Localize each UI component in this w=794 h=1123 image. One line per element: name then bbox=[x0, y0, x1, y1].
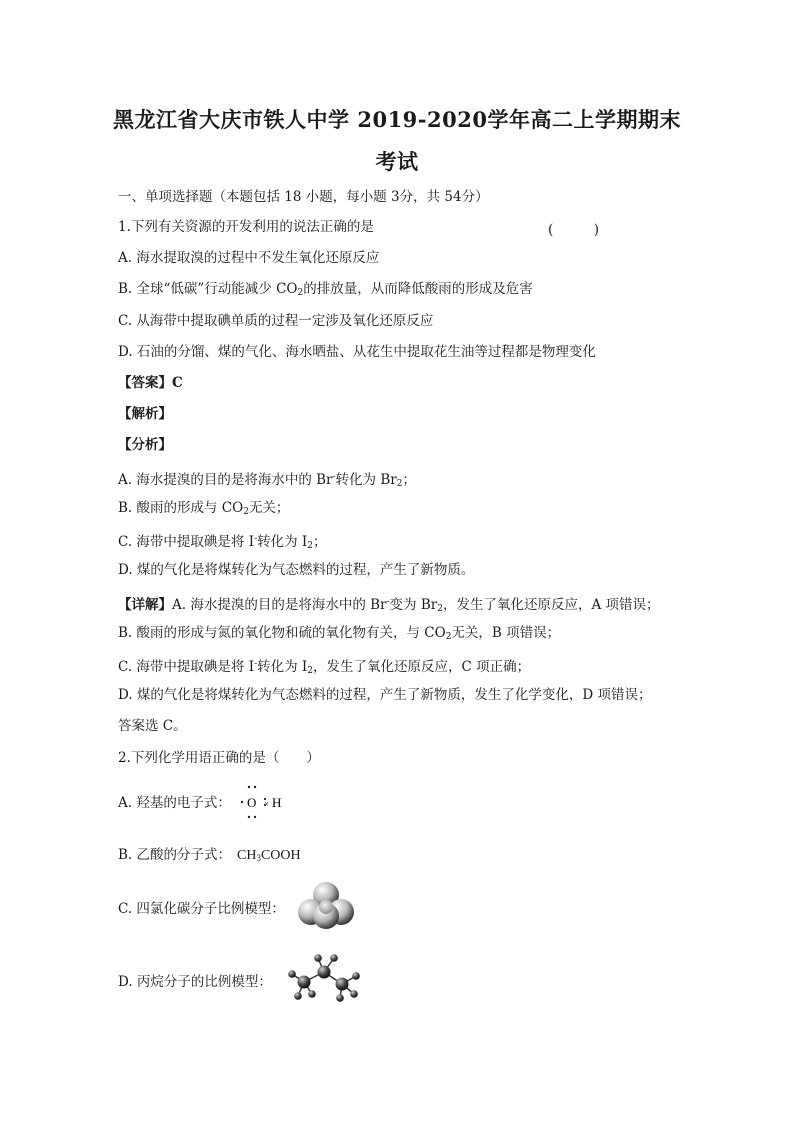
doc-title-line2: 考试 bbox=[375, 149, 419, 174]
q1-option-c: C. 从海带中提取碘单质的过程一定涉及氧化还原反应 bbox=[118, 313, 434, 329]
q1-final-answer: 答案选 C。 bbox=[118, 718, 187, 734]
hydrogen-atom bbox=[308, 990, 316, 998]
carbon-atom-2 bbox=[318, 966, 331, 979]
q1-fenxi-label: 【分析】 bbox=[118, 437, 172, 453]
carbon-atom-1 bbox=[298, 976, 311, 989]
hydroxyl-electron-dot-diagram bbox=[238, 780, 298, 822]
q1-detail-b: B. 酸雨的形成与氮的氧化物和硫的氧化物有关，与 $CO_2$无关，B 项错误； bbox=[118, 625, 561, 642]
carbon-atom bbox=[319, 900, 333, 914]
q1-detail-a: 【详解】A. 海水提溴的目的是将海水中的 Br-变为 $Br_2$，发生了氧化还原反应，A 项错误； bbox=[118, 597, 660, 614]
hydrogen-atom bbox=[336, 994, 344, 1002]
hydrogen-atom bbox=[294, 992, 302, 1000]
q1-detail-c: C. 海带中提取碘是将 I-转化为 $I_2$，发生了氧化还原反应，C 项正确； bbox=[118, 659, 531, 676]
hydrogen-atom bbox=[330, 954, 338, 962]
acetic-acid-formula: $CH_3COOH$ bbox=[237, 848, 301, 863]
ccl4-space-filling-model bbox=[296, 880, 356, 932]
hydrogen-atom bbox=[314, 954, 322, 962]
q2-option-a: A. 羟基的电子式： bbox=[118, 795, 231, 811]
q1-option-d: D. 石油的分馏、煤的气化、海水晒盐、从花生中提取花生油等过程都是物理变化 bbox=[118, 344, 596, 360]
q1-analysis-b: B. 酸雨的形成与 $CO_2$无关； bbox=[118, 500, 290, 517]
svg-text:×: × bbox=[264, 799, 270, 809]
hydrogen-atom bbox=[288, 970, 296, 978]
oxygen-symbol: O bbox=[247, 795, 257, 810]
hydrogen-atom bbox=[352, 972, 360, 980]
q1-option-b: B. 全球“低碳”行动能减少 $CO_2$的排放量，从而降低酸雨的形成及危害 bbox=[118, 281, 533, 298]
q2-stem: 2.下列化学用语正确的是（ ） bbox=[118, 750, 320, 766]
propane-ball-stick-model bbox=[284, 950, 364, 1006]
q1-stem: 1.下列有关资源的开发利用的说法正确的是 bbox=[118, 219, 374, 235]
q1-jiexi-label: 【解析】 bbox=[118, 406, 172, 422]
hydrogen-symbol: H bbox=[272, 795, 282, 810]
q2-option-d: D. 丙烷分子的比例模型： bbox=[118, 974, 272, 990]
carbon-atom-3 bbox=[336, 978, 349, 991]
q1-analysis-a: A. 海水提溴的目的是将海水中的 Br-转化为 $Br_2$； bbox=[118, 472, 416, 489]
q1-detail-d: D. 煤的气化是将煤转化为气态燃料的过程，产生了新物质，发生了化学变化，D 项错误； bbox=[118, 687, 652, 703]
q1-analysis-d: D. 煤的气化是将煤转化为气态燃料的过程，产生了新物质。 bbox=[118, 562, 475, 578]
q1-answer-paren: ( ) bbox=[548, 222, 600, 238]
q1-analysis-c: C. 海带中提取碘是将 I-转化为 $I_2$； bbox=[118, 534, 327, 551]
q2-option-b: B. 乙酸的分子式： $CH_3COOH$ bbox=[118, 847, 301, 863]
doc-title-line1: 黑龙江省大庆市铁人中学 2019-2020学年高二上学期期末 bbox=[113, 107, 681, 132]
q1-option-a: A. 海水提取溴的过程中不发生氧化还原反应 bbox=[118, 250, 380, 266]
q1-answer: 【答案】C bbox=[118, 375, 183, 391]
section-heading: 一、单项选择题（本题包括 18 小题，每小题 3分，共 54分） bbox=[118, 189, 489, 205]
hydrogen-atom bbox=[350, 990, 358, 998]
q2-option-c: C. 四氯化碳分子比例模型： bbox=[118, 901, 285, 917]
